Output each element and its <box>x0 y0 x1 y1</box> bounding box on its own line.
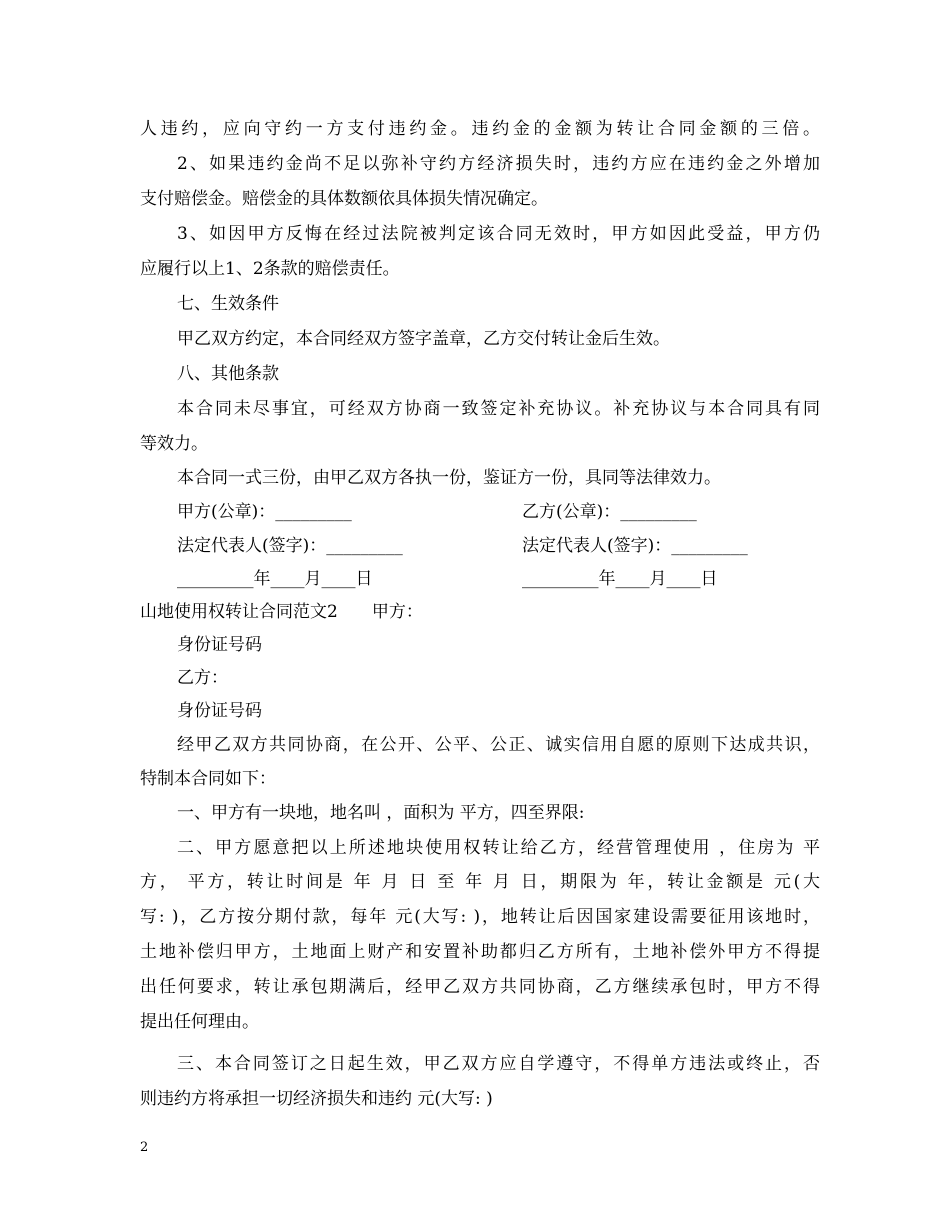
text-line: 甲乙双方约定，本合同经双方签字盖章，乙方交付转让金后生效。 <box>177 329 670 349</box>
text-line: 三、本合同签订之日起生效，甲乙双方应自学遵守，不得单方违法或终止，否 <box>177 1054 820 1074</box>
text-line: 乙方： <box>177 668 228 688</box>
party-a-seal: 甲方(公章)：_________ <box>177 502 352 522</box>
text-line: 身份证号码 <box>177 701 262 721</box>
text-line: 提出任何理由。 <box>140 1012 259 1032</box>
text-line: 一、甲方有一块地，地名叫 ，面积为 平方，四至界限: <box>177 803 585 823</box>
party-a-representative: 法定代表人(签字)：_________ <box>177 536 403 556</box>
text-line: 则违约方将承担一切经济损失和违约 元(大写: ) <box>140 1089 493 1109</box>
text-line: 等效力。 <box>140 434 208 454</box>
contract2-heading: 山地使用权转让合同范文2 甲方： <box>140 602 423 622</box>
party-b-date: _________年____月____日 <box>522 569 718 589</box>
text-line: 本合同未尽事宜，可经双方协商一致签定补充协议。补充协议与本合同具有同 <box>177 399 820 419</box>
section-heading: 七、生效条件 <box>177 294 279 314</box>
text-line: 人违约，应向守约一方支付违约金。违约金的金额为转让合同金额的三倍。 <box>140 119 820 139</box>
section-heading: 八、其他条款 <box>177 364 279 384</box>
text-line: 写: )，乙方按分期付款，每年 元(大写: )，地转让后因国家建设需要征用该地时， <box>140 907 820 927</box>
party-a-date: _________年____月____日 <box>177 569 373 589</box>
text-line: 经甲乙双方共同协商，在公开、公平、公正、诚实信用自愿的原则下达成共识， <box>177 735 820 755</box>
text-line: 特制本合同如下： <box>140 769 276 789</box>
text-line: 二、甲方愿意把以上所述地块使用权转让给乙方，经营管理使用 ，住房为 平 <box>177 838 820 858</box>
text-line: 2、如果违约金尚不足以弥补守约方经济损失时，违约方应在违约金之外增加 <box>177 154 820 174</box>
text-line: 本合同一式三份，由甲乙双方各执一份，鉴证方一份，具同等法律效力。 <box>177 468 721 488</box>
party-b-seal: 乙方(公章)：_________ <box>522 502 697 522</box>
text-line: 身份证号码 <box>177 635 262 655</box>
text-line: 3、如因甲方反悔在经过法院被判定该合同无效时，甲方如因此受益，甲方仍 <box>177 224 820 244</box>
text-line: 支付赔偿金。赔偿金的具体数额依具体损失情况确定。 <box>140 189 548 209</box>
page-number: 2 <box>140 1140 149 1155</box>
party-b-representative: 法定代表人(签字)：_________ <box>522 536 748 556</box>
text-line: 方， 平方，转让时间是 年 月 日 至 年 月 日，期限为 年，转让金额是 元(大 <box>140 872 820 892</box>
text-line: 土地补偿归甲方，土地面上财产和安置补助都归乙方所有，土地补偿外甲方不得提 <box>140 942 820 962</box>
text-line: 应履行以上1、2条款的赔偿责任。 <box>140 259 400 279</box>
text-line: 出任何要求，转让承包期满后，经甲乙双方共同协商，乙方继续承包时，甲方不得 <box>140 977 820 997</box>
